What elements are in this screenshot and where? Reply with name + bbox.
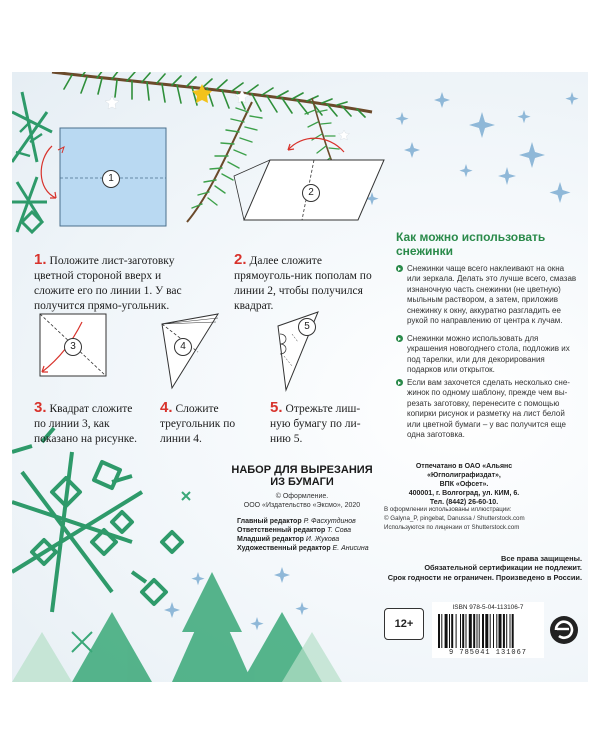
snowflake-icon <box>565 92 578 105</box>
printer-line: ВПК «Офсет». <box>439 481 489 488</box>
barcode-bar <box>512 614 514 648</box>
uses-item-text: Снежинки чаще всего наклеивают на окна или зеркала. Делать это лучше всего, смазав изнаночную часть снежинки (не цветную) мыльным раствором, а затем, приложив снежинку к окну, аккуратно разгладить ее рукой по направлению от центра к лучам. <box>407 264 577 326</box>
barcode-bar <box>490 614 491 648</box>
snowflake-icon <box>498 167 516 185</box>
step-marker: 1 <box>102 170 120 188</box>
step-5-text <box>270 400 370 447</box>
barcode-bar <box>496 614 497 648</box>
star-icon <box>339 130 350 140</box>
uses-title: Как можно использовать снежинки <box>396 230 546 258</box>
snowflake-icon <box>250 617 263 630</box>
snowflake-icon <box>191 572 204 585</box>
step-description: Квадрат сложите по линии 3, как показано на рисунке. <box>34 403 138 445</box>
barcode-bar <box>462 614 464 648</box>
snowflake-icon <box>164 602 180 618</box>
credit-line: Главный редактор Р. Фасхутдинов <box>237 518 356 525</box>
step-2-text <box>234 252 384 314</box>
step-number: 3. <box>34 399 47 416</box>
uses-item-text: Снежинки можно использовать для украшения новогоднего стола, подложив их под тарелки, или для декорирования подарков или открыток. <box>407 334 570 375</box>
rights-notice <box>342 554 582 582</box>
printer-line: 400001, г. Волгоград, ул. КИМ, 6. <box>408 490 520 497</box>
credit-line: Художественный редактор Е. Анисина <box>237 545 369 552</box>
barcode-bar <box>466 614 467 648</box>
step-description: Отрежьте лиш-ную бумагу по ли-нию 5. <box>270 403 361 445</box>
step-description: Положите лист-заготовку цветной стороной вверх и сложите его по линии 1. У вас получится прямо-угольник. <box>34 255 182 312</box>
isbn-text: ISBN 978-5-04-113106-7 <box>452 604 524 611</box>
barcode-bar <box>441 614 442 648</box>
fold-arrow-icon <box>288 138 344 152</box>
uses-item <box>396 378 578 440</box>
barcode-bar <box>482 614 484 648</box>
eksmo-logo-icon <box>550 616 578 644</box>
barcode-bar <box>460 614 461 648</box>
kit-title-line: ИЗ БУМАГИ <box>270 476 334 488</box>
illustrations-credit <box>384 505 584 532</box>
barcode-bar <box>456 614 457 648</box>
printer-line: Отпечатано в ОАО «Альянс «Югполиграфиздат», <box>415 463 513 479</box>
step-number: 5. <box>270 399 283 416</box>
step-2-illustration <box>234 138 384 220</box>
copyright <box>222 492 382 510</box>
step-number: 2. <box>234 251 247 268</box>
printer-line: Тел. (8442) 26-60-10. <box>429 499 499 506</box>
barcode-bars <box>438 614 538 648</box>
snowflake-icon <box>12 92 52 232</box>
step-description: Сложите треугольник по линии 4. <box>160 403 236 445</box>
rights-line: Обязательной сертификации не подлежит. <box>424 563 582 573</box>
barcode-bar <box>479 614 480 648</box>
barcode-bar <box>503 614 505 648</box>
editorial-credits <box>237 517 397 553</box>
bullet-icon <box>396 265 403 272</box>
barcode-bar <box>499 614 502 648</box>
illustrations-line: © Galyna_P, pingebat, Danussa / Shutterstock.com <box>384 515 525 522</box>
barcode-bar <box>493 614 494 648</box>
barcode-bar <box>451 614 453 648</box>
step-number: 1. <box>34 251 47 268</box>
snowflake-icon <box>404 142 420 158</box>
credit-line: Младший редактор И. Жукова <box>237 536 340 543</box>
printer-info <box>384 462 544 507</box>
snowflake-icon <box>434 92 450 108</box>
illustrations-line: Используются по лицензии от Shutterstock.com <box>384 524 520 531</box>
barcode-bar <box>449 614 450 648</box>
barcode-bar <box>469 614 472 648</box>
step-3-text <box>34 400 144 447</box>
snowflake-icon <box>519 142 545 168</box>
rights-line: Срок годности не ограничен. Произведено в России. <box>387 572 582 582</box>
step-description: Далее сложите прямоуголь-ник пополам по линии 2, чтобы получился квадрат. <box>234 255 372 312</box>
back-cover <box>12 72 588 682</box>
illustrations-line: В оформлении использованы иллюстрации: <box>384 506 512 513</box>
uses-item-text: Если вам захочется сделать несколько сне-жинок по одному шаблону, прежде чем вы-резать заготовку, перенесите с помощью копирки рисунок и разметку на лист белой или цветной бумаги – у вас получится еще одна заготовка. <box>407 378 570 440</box>
snowflake-icon <box>517 110 530 123</box>
bullet-icon <box>396 335 403 342</box>
uses-item <box>396 334 578 376</box>
barcode-bar <box>477 614 478 648</box>
credit-line: Ответственный редактор Т. Сова <box>237 527 352 534</box>
snowflake-icon <box>274 567 290 583</box>
decoration-layer <box>12 72 588 682</box>
barcode-bar <box>510 614 511 648</box>
step-marker: 3 <box>64 338 82 356</box>
snowflake-icon <box>12 428 182 612</box>
step-marker: 4 <box>174 338 192 356</box>
star-icon <box>105 96 119 109</box>
step-marker: 5 <box>298 318 316 336</box>
rights-line: Все права защищены. <box>501 554 582 563</box>
step-number: 4. <box>160 399 173 416</box>
snowflake-icon <box>459 164 472 177</box>
ean-digits: 9 785041 131067 <box>448 649 527 657</box>
snowflake-icon <box>395 112 408 125</box>
age-rating-badge: 12+ <box>384 608 424 640</box>
step-marker: 2 <box>302 184 320 202</box>
snowflake-icon <box>295 602 308 615</box>
snowflake-icon <box>550 182 571 203</box>
snowflake-icon <box>469 112 495 138</box>
barcode-bar <box>445 614 448 648</box>
barcode-bar <box>438 614 440 648</box>
step-4-text <box>160 400 260 447</box>
barcode-bar <box>473 614 475 648</box>
kit-title <box>222 464 382 488</box>
copyright-line: ООО «Издательство «Эксмо», 2020 <box>243 502 361 509</box>
barcode-bar <box>485 614 488 648</box>
kit-title-line: НАБОР ДЛЯ ВЫРЕЗАНИЯ <box>231 464 373 476</box>
barcode-bar <box>506 614 507 648</box>
copyright-line: © Оформление. <box>275 493 329 500</box>
step-1-text <box>34 252 204 314</box>
bullet-icon <box>396 379 403 386</box>
uses-item <box>396 264 578 326</box>
